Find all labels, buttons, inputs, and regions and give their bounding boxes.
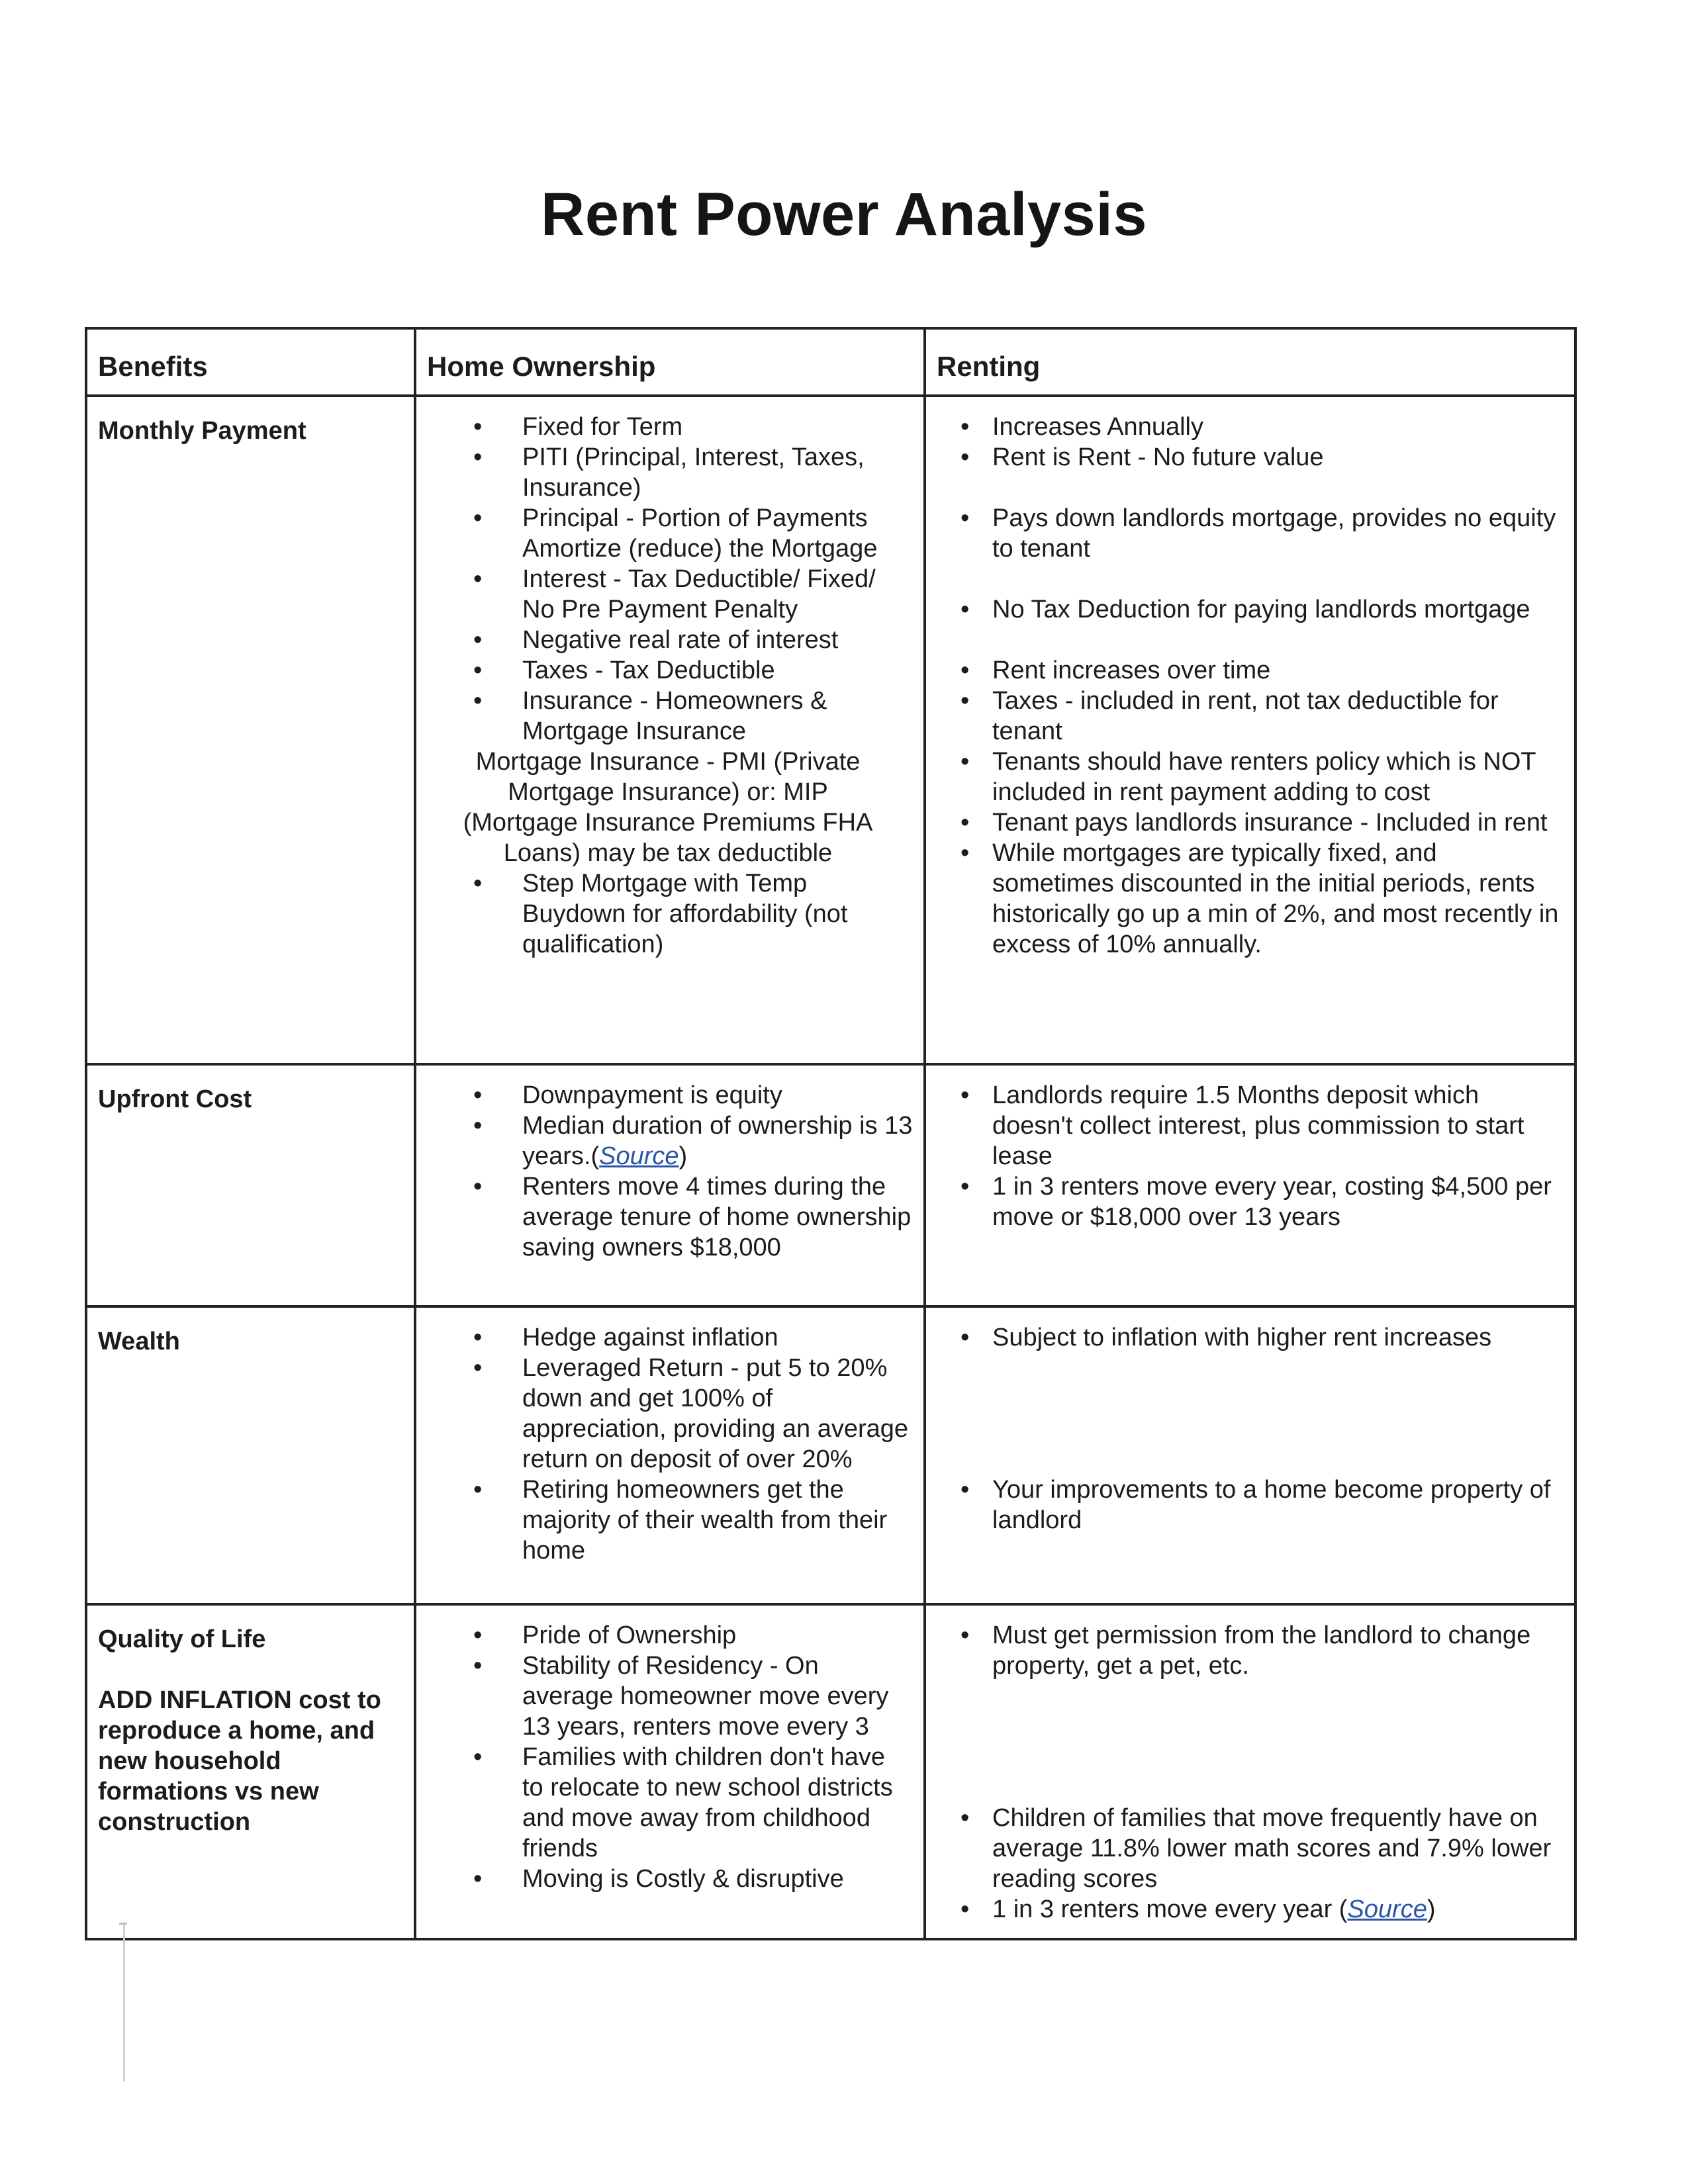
list-item-text: Leveraged Return - put 5 to 20% down and get 100% of appreciation, providing an average return on deposit of over 20% [522,1354,909,1473]
renting-list [926,1066,1574,1246]
list-item [416,1111,913,1171]
list-item [926,503,1564,564]
list-item-text: Downpayment is equity [522,1081,782,1109]
table-row-upfront-cost [86,1064,1575,1306]
list-item-text: Rent is Rent - No future value [992,443,1324,471]
list-item-text: PITI (Principal, Interest, Taxes, Insurance) [522,443,865,502]
list-item [416,655,913,686]
row-label: Monthly Payment [98,417,306,445]
list-item-text: Principal - Portion of Payments Amortize (reduce) the Mortgage [522,504,878,563]
list-item [416,625,913,655]
list-item [416,564,913,625]
list-item-text: Negative real rate of interest [522,626,839,654]
ownership-cell [415,1604,925,1939]
list-item [416,868,913,960]
list-item [416,1742,913,1864]
list-item-text: Taxes - included in rent, not tax deductible for tenant [992,687,1499,745]
margin-mark-tick [119,1923,127,1925]
list-item [416,412,913,442]
list-item-text: Median duration of ownership is 13 years.( [522,1112,913,1170]
list-item-text: Interest - Tax Deductible/ Fixed/ No Pre Payment Penalty [522,565,876,623]
source-link[interactable]: Source [1347,1895,1427,1923]
page-title: Rent Power Analysis [540,181,1148,248]
list-item-text: While mortgages are typically fixed, and sometimes discounted in the initial periods, rents historically go up a min of 2%, and most recently in excess of 10% annually. [992,839,1559,958]
list-item-text: 1 in 3 renters move every year ( [992,1895,1348,1923]
list-item-text: Hedge against inflation [522,1324,778,1351]
renting-cell [925,396,1575,1064]
list-item [416,1171,913,1263]
list-item [926,747,1564,807]
list-item-text: Tenant pays landlords insurance - Included in rent [992,809,1548,837]
list-item-text: Taxes - Tax Deductible [522,657,775,684]
source-link[interactable]: Source [599,1142,679,1170]
ownership-list [416,1308,923,1579]
list-item [926,1080,1564,1171]
ownership-cell [415,396,925,1064]
list-item-text: Renters move 4 times during the average tenure of home ownership saving owners $18,000 [522,1173,912,1261]
list-item-text: Insurance - Homeowners & Mortgage Insurance [522,687,827,745]
renting-list [926,1606,1574,1938]
row-label-cell [86,1306,415,1604]
row-label-text: Quality of Life [98,1625,266,1653]
renting-list [926,397,1574,973]
list-item [926,1322,1564,1353]
list-item [926,838,1564,960]
list-item [926,442,1564,473]
list-item-text: Must get permission from the landlord to change property, get a pet, etc. [992,1621,1531,1680]
list-item-text: Subject to inflation with higher rent increases [992,1324,1492,1351]
list-item-text: Families with children don't have to relocate to new school districts and move away from childhood friends [522,1743,893,1862]
row-label-cell [86,1064,415,1306]
row-label-cell [86,396,415,1064]
ownership-list [416,397,923,973]
row-label [87,1606,414,1837]
list-item [926,1803,1564,1894]
list-item [926,655,1564,686]
header-home-ownership: Home Ownership [427,351,656,382]
list-item-text: Pride of Ownership [522,1621,737,1649]
list-item [416,1322,913,1353]
list-item [926,412,1564,442]
list-item-text: No Tax Deduction for paying landlords mortgage [992,596,1530,623]
list-item-text: Children of families that move frequently have on average 11.8% lower math scores and 7.9% lower reading scores [992,1804,1552,1893]
comparison-table [85,327,1577,1940]
list-item [416,1353,913,1475]
list-item [926,1620,1564,1681]
list-item-text: Step Mortgage with Temp Buydown for affordability (not qualification) [522,870,848,958]
list-item-text: Fixed for Term [522,413,683,441]
list-item-text: Stability of Residency - On average homeowner move every 13 years, renters move every 3 [522,1652,889,1741]
list-item-text-after: ) [679,1142,688,1170]
list-item [926,686,1564,747]
row-label-cell [86,1604,415,1939]
renting-cell [925,1604,1575,1939]
ownership-list [416,1066,923,1276]
header-cell [415,328,925,396]
list-item-text: Your improvements to a home become property of landlord [992,1476,1551,1534]
list-item-text-after: ) [1427,1895,1436,1923]
list-item-text: Pays down landlords mortgage, provides no equity to tenant [992,504,1556,563]
list-item-text: Retiring homeowners get the majority of their wealth from their home [522,1476,888,1565]
renting-cell [925,1064,1575,1306]
header-row [86,328,1575,396]
list-item [416,1620,913,1651]
row-label: Upfront Cost [98,1085,252,1113]
list-item [416,686,913,747]
list-item-text: Tenants should have renters policy which is NOT included in rent payment adding to cost [992,748,1536,806]
list-item [416,1864,913,1894]
table-row-monthly-payment [86,396,1575,1064]
ownership-cell [415,1064,925,1306]
ownership-list [416,1606,923,1907]
ownership-cell [415,1306,925,1604]
list-text [416,747,913,868]
list-item-text: Moving is Costly & disruptive [522,1865,844,1893]
list-item [926,807,1564,838]
header-renting: Renting [937,351,1041,382]
renting-cell [925,1306,1575,1604]
list-item-text: 1 in 3 renters move every year, costing $4,500 per move or $18,000 over 13 years [992,1173,1552,1231]
list-item [926,1894,1564,1925]
list-item [926,594,1564,625]
list-item [416,1475,913,1566]
list-item-text: Rent increases over time [992,657,1271,684]
margin-mark [123,1923,125,2081]
header-cell [86,328,415,396]
list-item [926,1475,1564,1535]
list-item-text: Increases Annually [992,413,1203,441]
renting-list [926,1308,1574,1549]
list-item-text: Landlords require 1.5 Months deposit which doesn't collect interest, plus commission to start lease [992,1081,1524,1170]
list-item [416,442,913,503]
list-item [416,1651,913,1742]
list-item [416,1080,913,1111]
row-label: Wealth [98,1328,180,1355]
header-benefits: Benefits [98,351,208,382]
list-item [416,503,913,564]
table-row-wealth [86,1306,1575,1604]
header-cell [925,328,1575,396]
row-note: ADD INFLATION cost to reproduce a home, and new household formations vs new construction [98,1686,381,1836]
list-item-text: Mortgage Insurance - PMI (Private Mortgage Insurance) or: MIP (Mortgage Insurance Premiums FHA Loans) may be tax deductible [463,748,873,867]
list-item [926,1171,1564,1232]
table-row-quality-of-life [86,1604,1575,1939]
